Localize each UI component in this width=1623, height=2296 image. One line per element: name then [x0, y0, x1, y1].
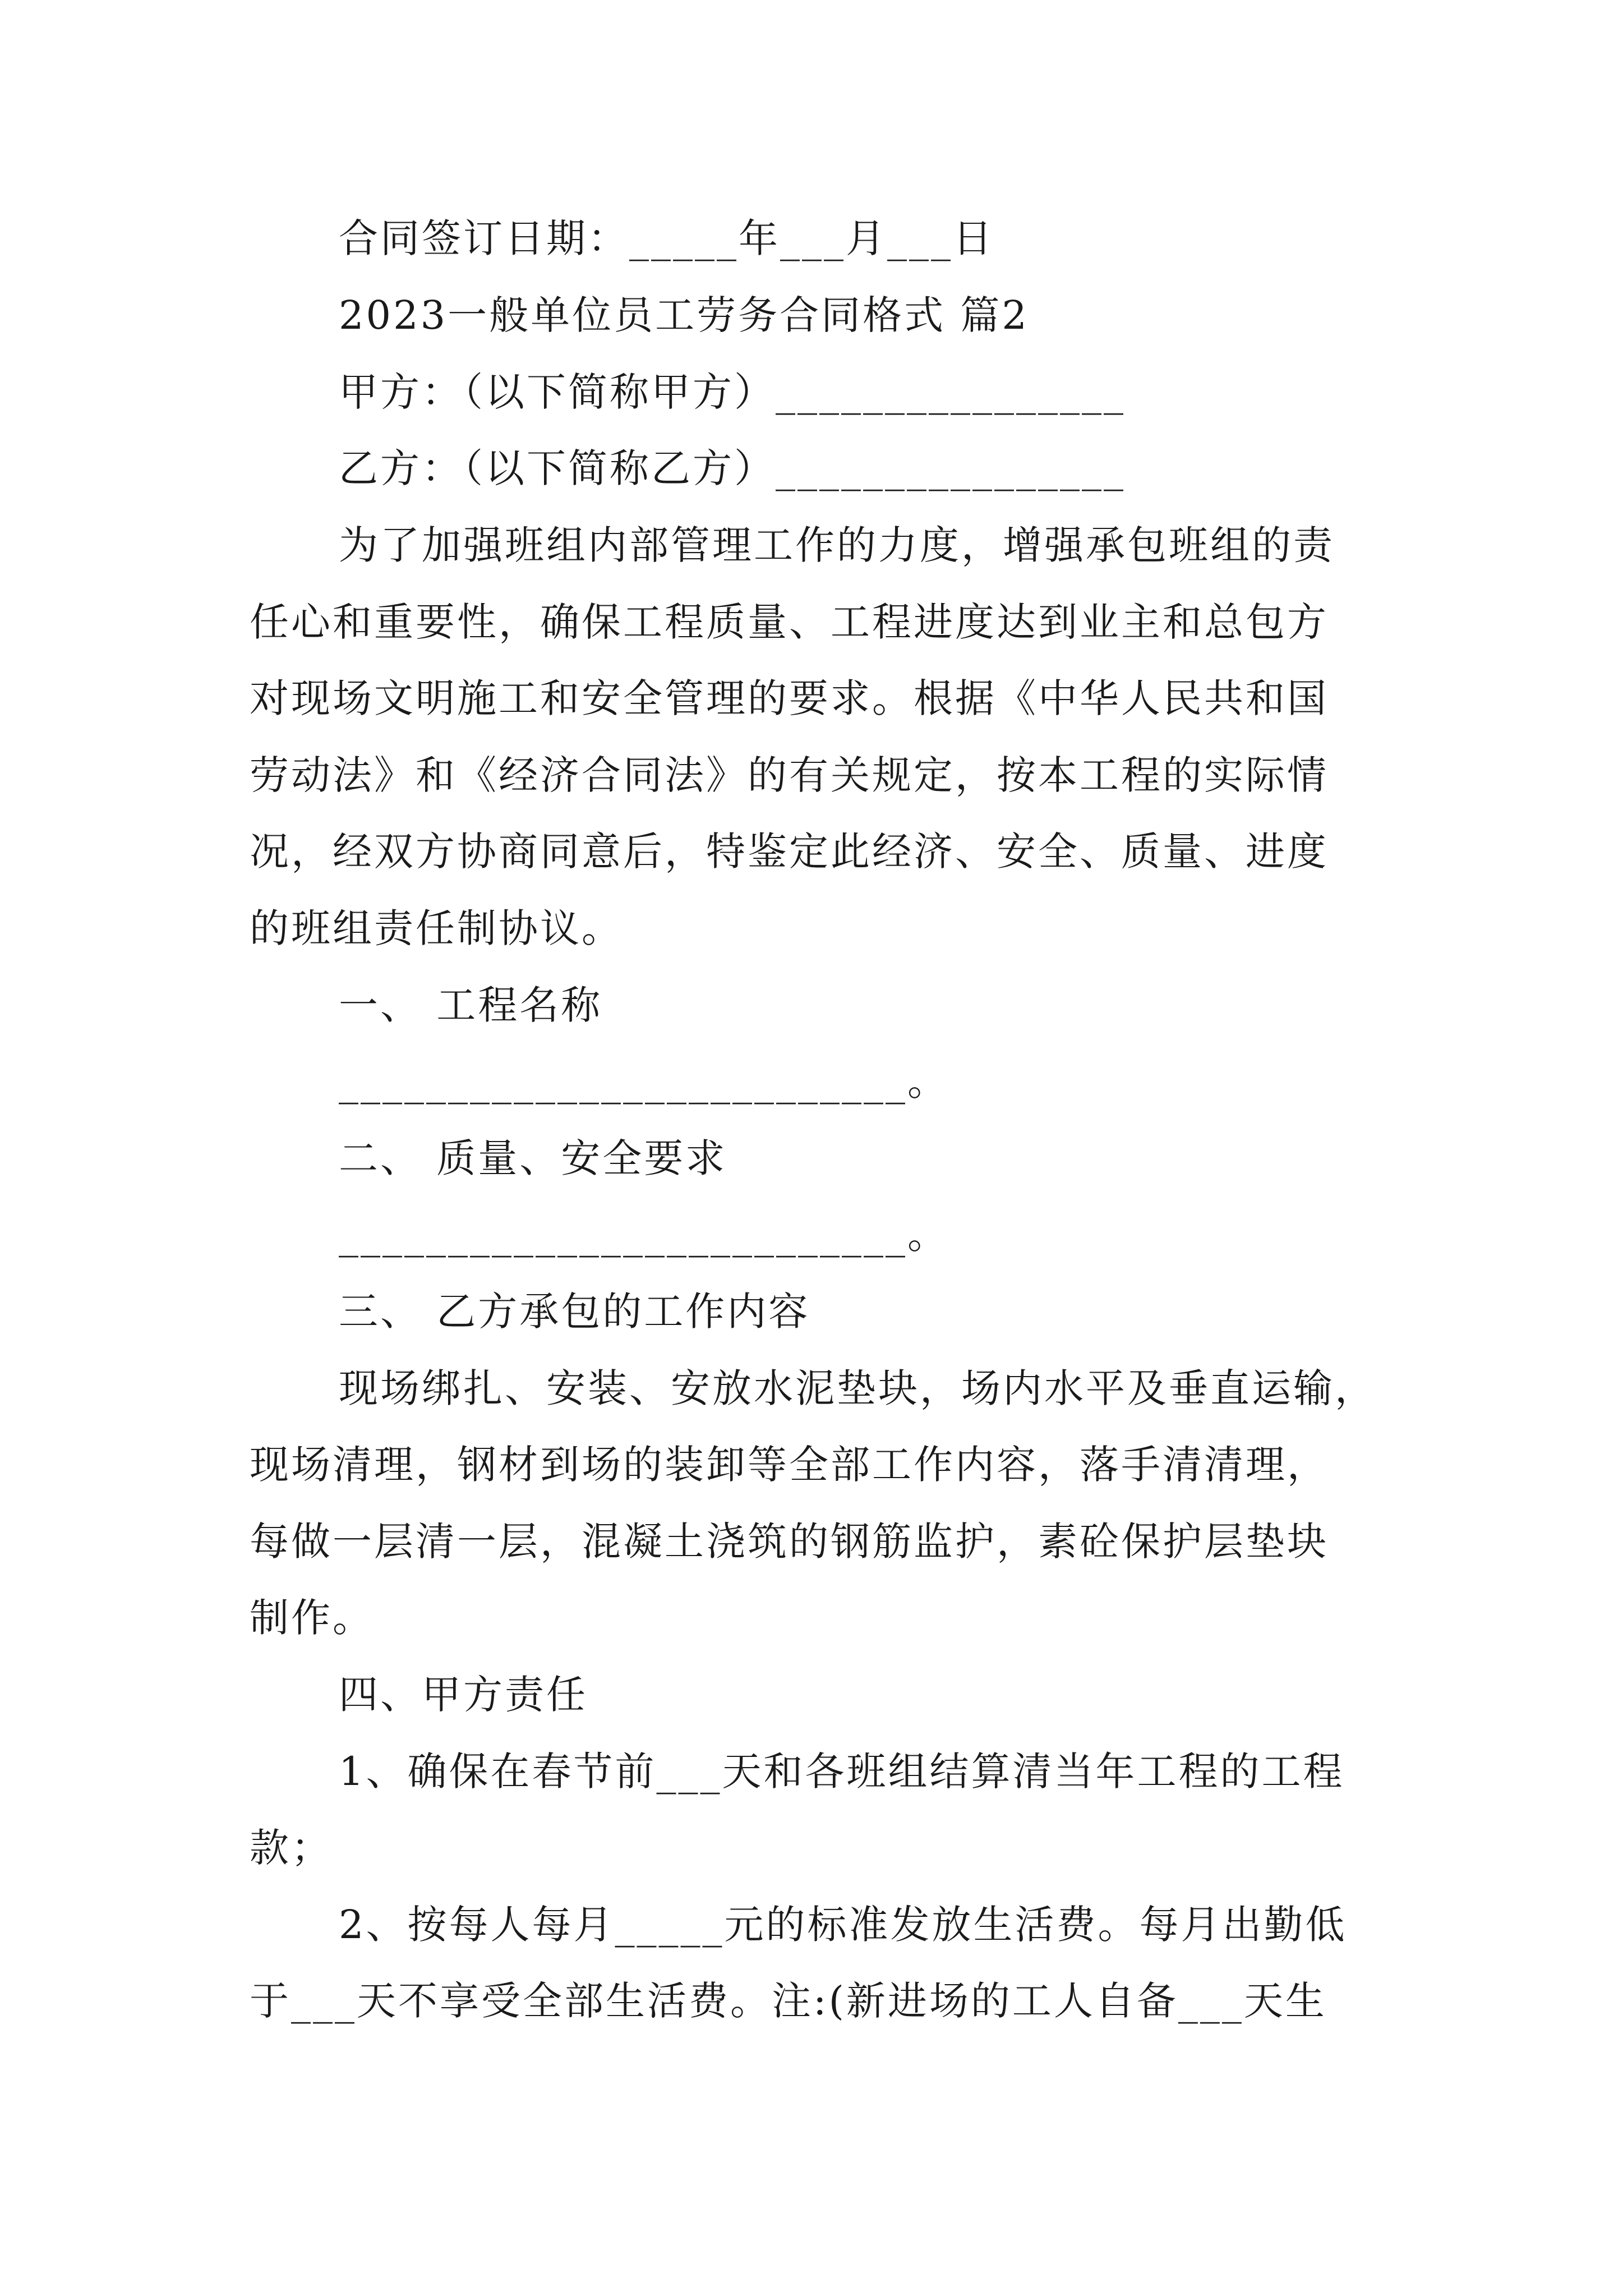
- work-content-line: 现场清理，钢材到场的装卸等全部工作内容，落手清清理，: [250, 1442, 1329, 1488]
- party-a-line: 甲方：（以下简称甲方）________________: [339, 369, 1126, 415]
- responsibility-line: 1、确保在春节前___天和各班组结算清当年工程的工程: [339, 1749, 1345, 1795]
- intro-paragraph-line: 对现场文明施工和安全管理的要求。根据《中华人民共和国: [250, 675, 1329, 721]
- clause-heading: 一、 工程名称: [339, 982, 603, 1028]
- clause-heading: 三、 乙方承包的工作内容: [339, 1289, 810, 1335]
- intro-paragraph-line: 劳动法》和《经济合同法》的有关规定，按本工程的实际情: [250, 752, 1329, 798]
- work-content-line: 制作。: [250, 1595, 374, 1641]
- blank-fill-line: __________________________。: [339, 1212, 949, 1258]
- work-content-line: 现场绑扎、安装、安放水泥垫块，场内水平及垂直运输，: [339, 1365, 1376, 1411]
- work-content-line: 每做一层清一层，混凝土浇筑的钢筋监护，素砼保护层垫块: [250, 1519, 1329, 1565]
- blank-fill-line: __________________________。: [339, 1059, 949, 1105]
- intro-paragraph-line: 的班组责任制协议。: [250, 905, 623, 951]
- clause-heading: 二、 质量、安全要求: [339, 1135, 727, 1181]
- responsibility-line: 于___天不享受全部生活费。注:(新进场的工人自备___天生: [250, 1978, 1327, 2024]
- intro-paragraph-line: 任心和重要性，确保工程质量、工程进度达到业主和总包方: [250, 599, 1329, 645]
- intro-paragraph-line: 况，经双方协商同意后，特鉴定此经济、安全、质量、进度: [250, 829, 1329, 875]
- party-b-line: 乙方：（以下简称乙方）________________: [339, 445, 1126, 491]
- intro-paragraph-line: 为了加强班组内部管理工作的力度，增强承包班组的责: [339, 522, 1335, 568]
- responsibility-line: 2、按每人每月_____元的标准发放生活费。每月出勤低: [339, 1902, 1347, 1948]
- section-heading: 2023一般单位员工劳务合同格式 篇2: [339, 292, 1029, 338]
- signing-date-line: 合同签订日期：_____年___月___日: [339, 215, 994, 261]
- responsibility-line: 款；: [250, 1825, 333, 1871]
- clause-heading: 四、甲方责任: [339, 1672, 588, 1718]
